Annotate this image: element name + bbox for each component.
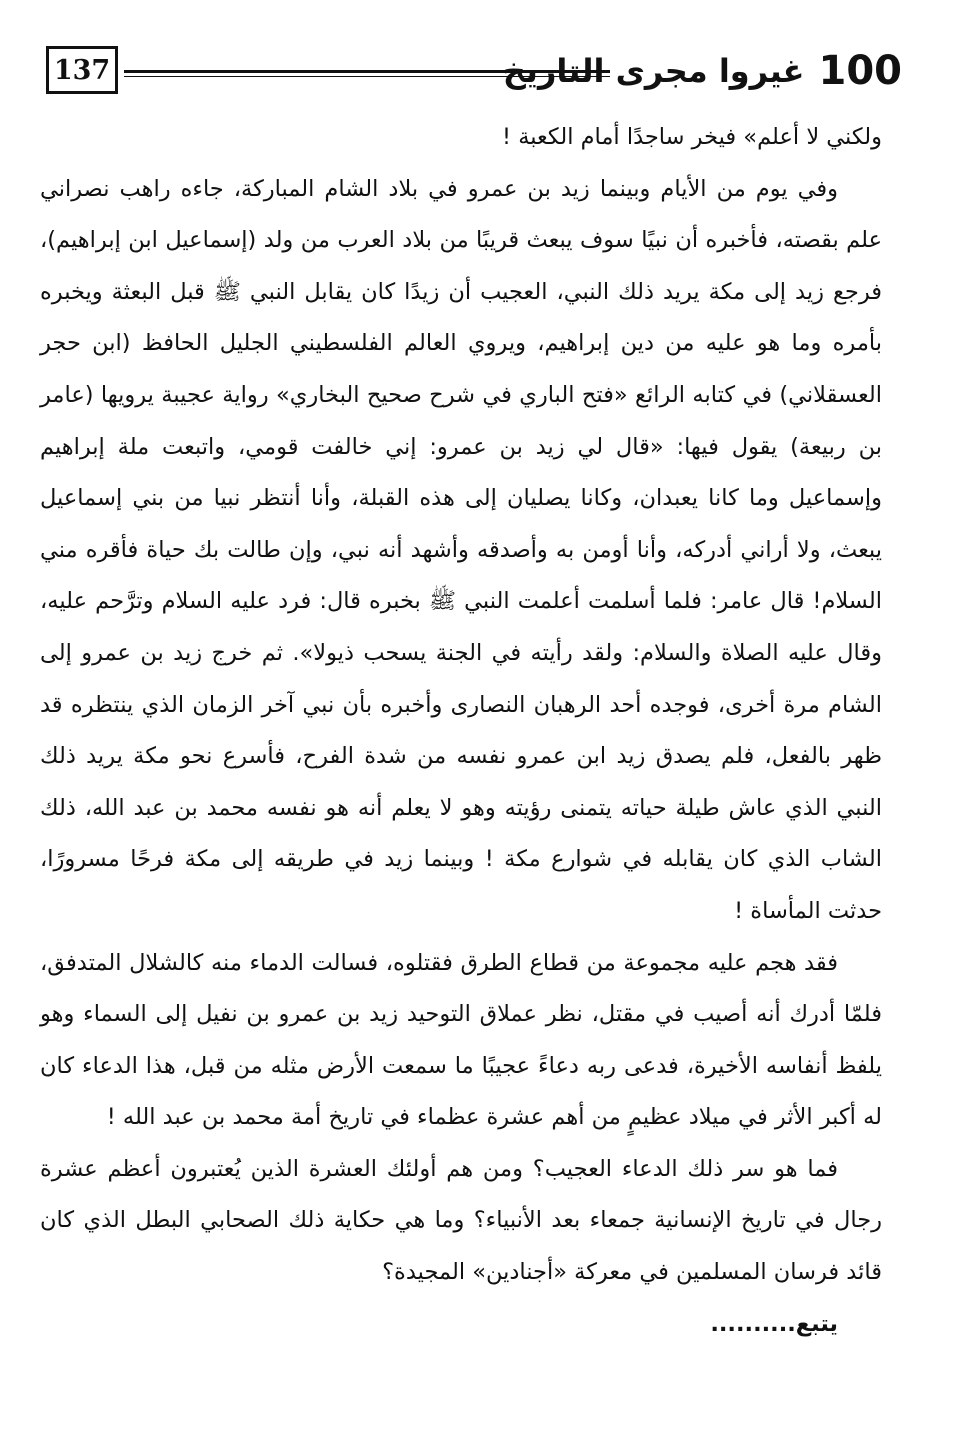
body-text xyxy=(40,112,882,1350)
book-title: غيروا مجرى التاريخ xyxy=(502,52,805,90)
paragraph: وفي يوم من الأيام وبينما زيد بن عمرو في بلاد الشام المباركة، جاءه راهب نصراني علم بقصته، فأخبره أن نبيًا سوف يبعث قريبًا من بلاد العرب من ولد (إسماعيل ابن إبراهيم)، فرجع زيد إلى مكة يريد ذلك النبي، العجيب أن زيدًا كان يقابل النبي ﷺ قبل البعثة ويخبره بأمره وما هو عليه من دين إبراهيم، ويروي العالم الفلسطيني الجليل الحافظ (ابن حجر العسقلاني) في كتابه الرائع «فتح الباري في شرح صحيح البخاري» رواية عجيبة يرويها (عامر بن ربيعة) يقول فيها: «قال لي زيد بن عمرو: إني خالفت قومي، واتبعت ملة إبراهيم وإسماعيل وما كانا يعبدان، وكانا يصليان إلى هذه القبلة، وأنا أنتظر نبيا من بني إسماعيل يبعث، ولا أراني أدركه، وأنا أومن به وأصدقه وأشهد أنه نبي، وإن طالت بك حياة فأقره مني السلام! قال عامر: فلما أسلمت أعلمت النبي ﷺ بخبره قال: فرد عليه السلام وترَّحم عليه، وقال عليه الصلاة والسلام: ولقد رأيته في الجنة يسحب ذيولا». ثم خرج زيد بن عمرو إلى الشام مرة أخرى، فوجده أحد الرهبان النصارى وأخبره بأن نبي آخر الزمان الذي ينتظره قد ظهر بالفعل، فلم يصدق زيد ابن عمرو نفسه من شدة الفرح، فأسرع نحو مكة يريد ذلك النبي الذي عاش طيلة حياته يتمنى رؤيته وهو لا يعلم أنه هو نفسه محمد بن عبد الله، ذلك الشاب الذي كان يقابله في شوارع مكة ! وبينما زيد في طريقه إلى مكة فرحًا مسرورًا، حدثت المأساة ! xyxy=(40,175,882,924)
page-header xyxy=(46,40,902,102)
paragraph: فقد هجم عليه مجموعة من قطاع الطرق فقتلوه، فسالت الدماء منه كالشلال المتدفق، فلمّا أدرك أنه أصيب في مقتل، نظر عملاق التوحيد زيد بن عمرو بن نفيل إلى السماء وهو يلفظ أنفاسه الأخيرة، فدعى ربه دعاءً عجيبًا ما سمعت الأرض مثله من قبل، هذا الدعاء كان له أكبر الأثر في ميلاد عظيمٍ من أهم عشرة عظماء في تاريخ أمة محمد بن عبد الله ! xyxy=(40,949,882,1131)
to-be-continued: يتبع.......... xyxy=(710,1310,838,1337)
running-title xyxy=(503,40,902,102)
paragraph: ولكني لا أعلم» فيخر ساجدًا أمام الكعبة ! xyxy=(502,124,882,150)
page-number: 137 xyxy=(46,46,118,94)
series-number: 100 xyxy=(818,48,902,94)
paragraph: فما هو سر ذلك الدعاء العجيب؟ ومن هم أولئك العشرة الذين يُعتبرون أعظم عشرة رجال في تاريخ الإنسانية جمعاء بعد الأنبياء؟ وما هي حكاية ذلك الصحابي البطل الذي كان قائد فرسان المسلمين في معركة «أجنادين» المجيدة؟ xyxy=(40,1155,882,1286)
